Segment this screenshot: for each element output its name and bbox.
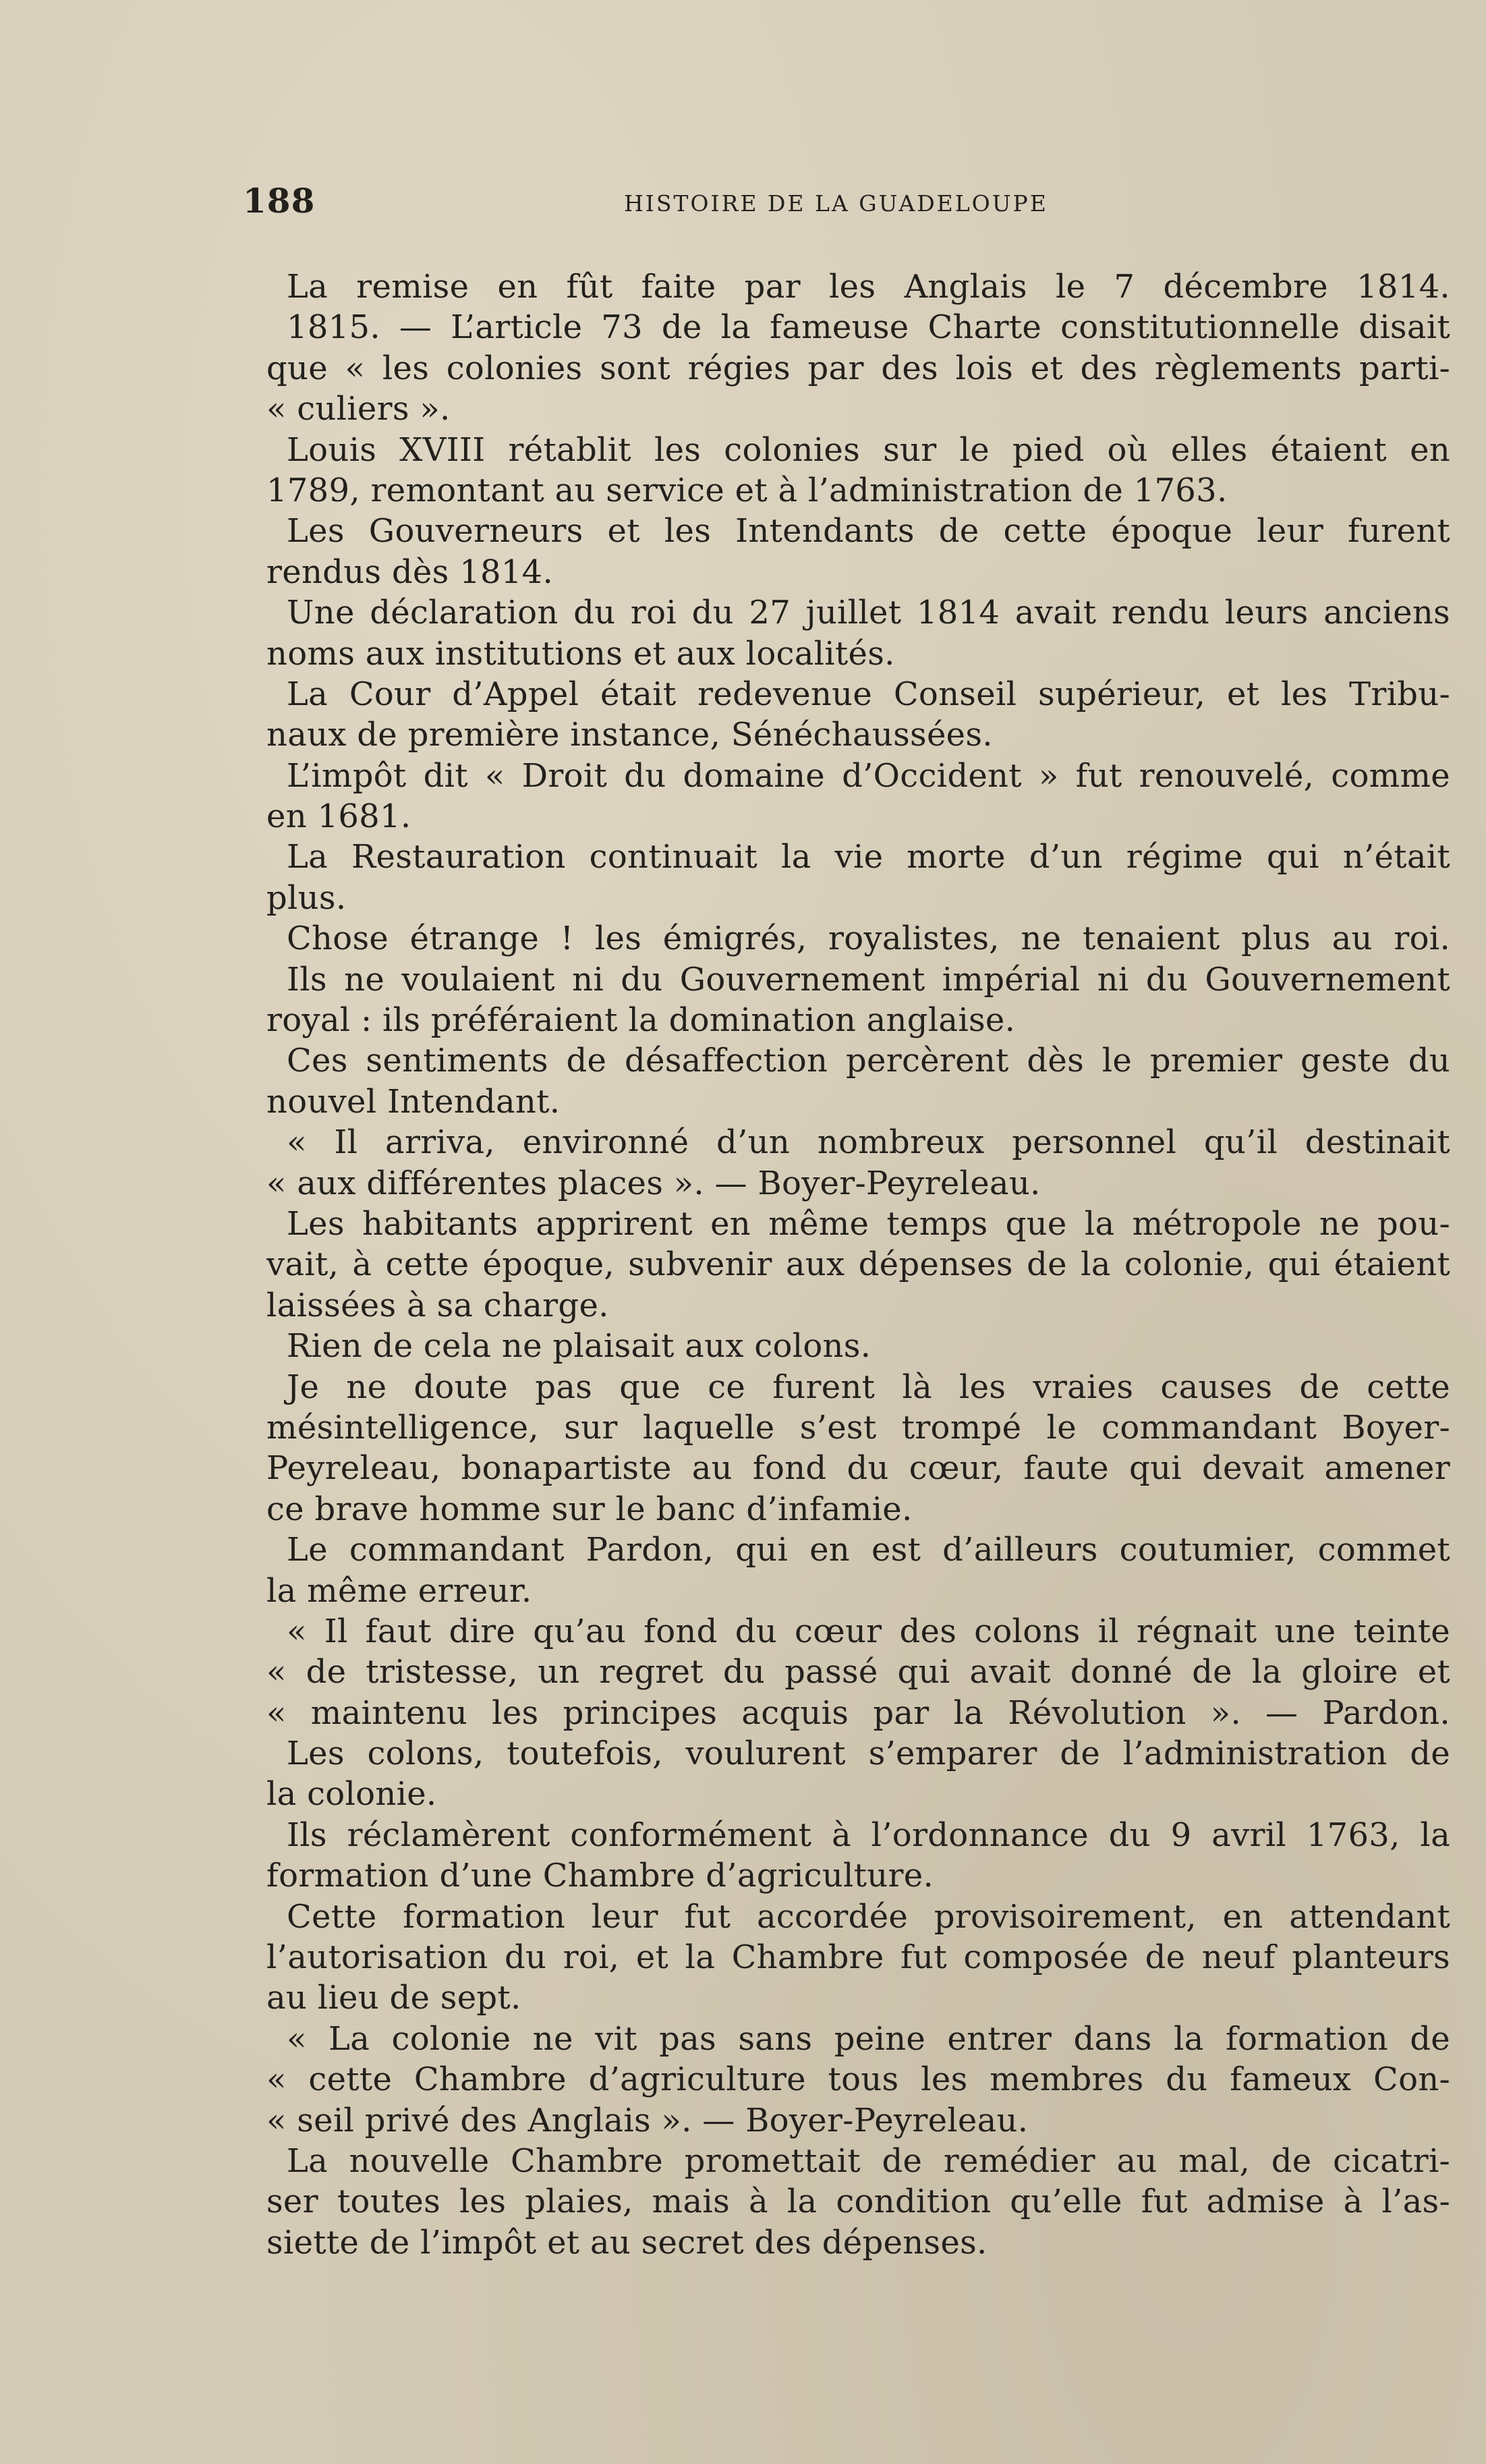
text-line: formation d’une Chambre d’agriculture. (266, 1857, 934, 1895)
text-line: « maintenu les principes acquis par la Révolution ». — Pardon. (266, 1693, 1450, 1732)
text-line: ce brave homme sur le banc d’infamie. (266, 1490, 913, 1528)
text-line: « seil privé des Anglais ». — Boyer-Peyreleau. (266, 2101, 1029, 2139)
text-line: L’impôt dit « Droit du domaine d’Occident » fut renouvelé, comme (287, 756, 1450, 795)
text-line: La nouvelle Chambre promettait de remédier au mal, de cicatri- (287, 2141, 1450, 2180)
text-line: 1789, remontant au service et à l’administration de 1763. (266, 471, 1228, 509)
text-line: Une déclaration du roi du 27 juillet 1814 avait rendu leurs anciens (287, 594, 1450, 632)
text-line: Cette formation leur fut accordée provisoirement, en attendant (287, 1897, 1450, 1936)
text-line: Ils réclamèrent conformément à l’ordonnance du 9 avril 1763, la (287, 1816, 1450, 1854)
text-line: royal : ils préféraient la domination anglaise. (266, 1001, 1016, 1040)
text-line: « Il arriva, environné d’un nombreux personnel qu’il destinait (287, 1123, 1450, 1162)
text-line: Le commandant Pardon, qui en est d’ailleurs coutumier, commet (287, 1531, 1450, 1569)
text-line: Louis XVIII rétablit les colonies sur le pied où elles étaient en (287, 430, 1450, 469)
text-line: rendus dès 1814. (266, 553, 554, 591)
text-line: « culiers ». (266, 390, 451, 428)
text-line: l’autorisation du roi, et la Chambre fut composée de neuf planteurs (266, 1938, 1450, 1977)
text-line: laissées à sa charge. (266, 1286, 609, 1324)
text-line: Chose étrange ! les émigrés, royalistes, ne tenaient plus au roi. (287, 920, 1450, 958)
text-line: mésintelligence, sur laquelle s’est trompé le commandant Boyer- (266, 1408, 1450, 1447)
text-line: la colonie. (266, 1775, 437, 1814)
text-line: noms aux institutions et aux localités. (266, 634, 895, 673)
text-line: La Restauration continuait la vie morte d’un régime qui n’était (287, 838, 1450, 876)
text-line: La Cour d’Appel était redevenue Conseil supérieur, et les Tribu- (287, 675, 1450, 713)
text-line: 1815. — L’article 73 de la fameuse Charte constitutionnelle disait (287, 308, 1450, 347)
text-line: vait, à cette époque, subvenir aux dépenses de la colonie, qui étaient (266, 1245, 1450, 1284)
text-line: Peyreleau, bonapartiste au fond du cœur, faute qui devait amener (266, 1449, 1450, 1488)
text-line: Rien de cela ne plaisait aux colons. (287, 1327, 871, 1366)
text-line: ser toutes les plaies, mais à la condition qu’elle fut admise à l’as- (266, 2183, 1450, 2221)
text-line: Les Gouverneurs et les Intendants de cette époque leur furent (287, 512, 1450, 551)
text-line: La remise en fût faite par les Anglais le 7 décembre 1814. (287, 268, 1450, 306)
text-line: naux de première instance, Sénéchaussées. (266, 716, 993, 754)
text-line: que « les colonies sont régies par des lois et des règlements parti- (266, 349, 1450, 387)
text-line: « aux différentes places ». — Boyer-Peyreleau. (266, 1164, 1041, 1202)
text-line: Ces sentiments de désaffection percèrent dès le premier geste du (287, 1042, 1450, 1080)
text-line: Ils ne voulaient ni du Gouvernement impérial ni du Gouvernement (287, 960, 1450, 999)
text-line: plus. (266, 878, 347, 917)
text-line: siette de l’impôt et au secret des dépenses. (266, 2223, 988, 2262)
text-line: « cette Chambre d’agriculture tous les membres du fameux Con- (266, 2061, 1450, 2099)
running-title: HISTOIRE DE LA GUADELOUPE (624, 190, 1048, 217)
text-line: « Il faut dire qu’au fond du cœur des colons il régnait une teinte (287, 1612, 1450, 1650)
text-line: Les habitants apprirent en même temps que la métropole ne pou- (287, 1204, 1450, 1243)
text-body (266, 267, 1450, 2263)
text-line: « La colonie ne vit pas sans peine entrer dans la formation de (287, 2019, 1450, 2058)
text-line: Je ne doute pas que ce furent là les vraies causes de cette (287, 1368, 1450, 1406)
page-header (243, 181, 1450, 235)
text-line: nouvel Intendant. (266, 1082, 561, 1121)
text-line: en 1681. (266, 797, 411, 836)
text-line: « de tristesse, un regret du passé qui avait donné de la gloire et (266, 1653, 1450, 1691)
text-line: Les colons, toutefois, voulurent s’emparer de l’administration de (287, 1735, 1450, 1773)
text-line: la même erreur. (266, 1571, 532, 1610)
page-number: 188 (243, 181, 316, 221)
text-line: au lieu de sept. (266, 1979, 521, 2017)
